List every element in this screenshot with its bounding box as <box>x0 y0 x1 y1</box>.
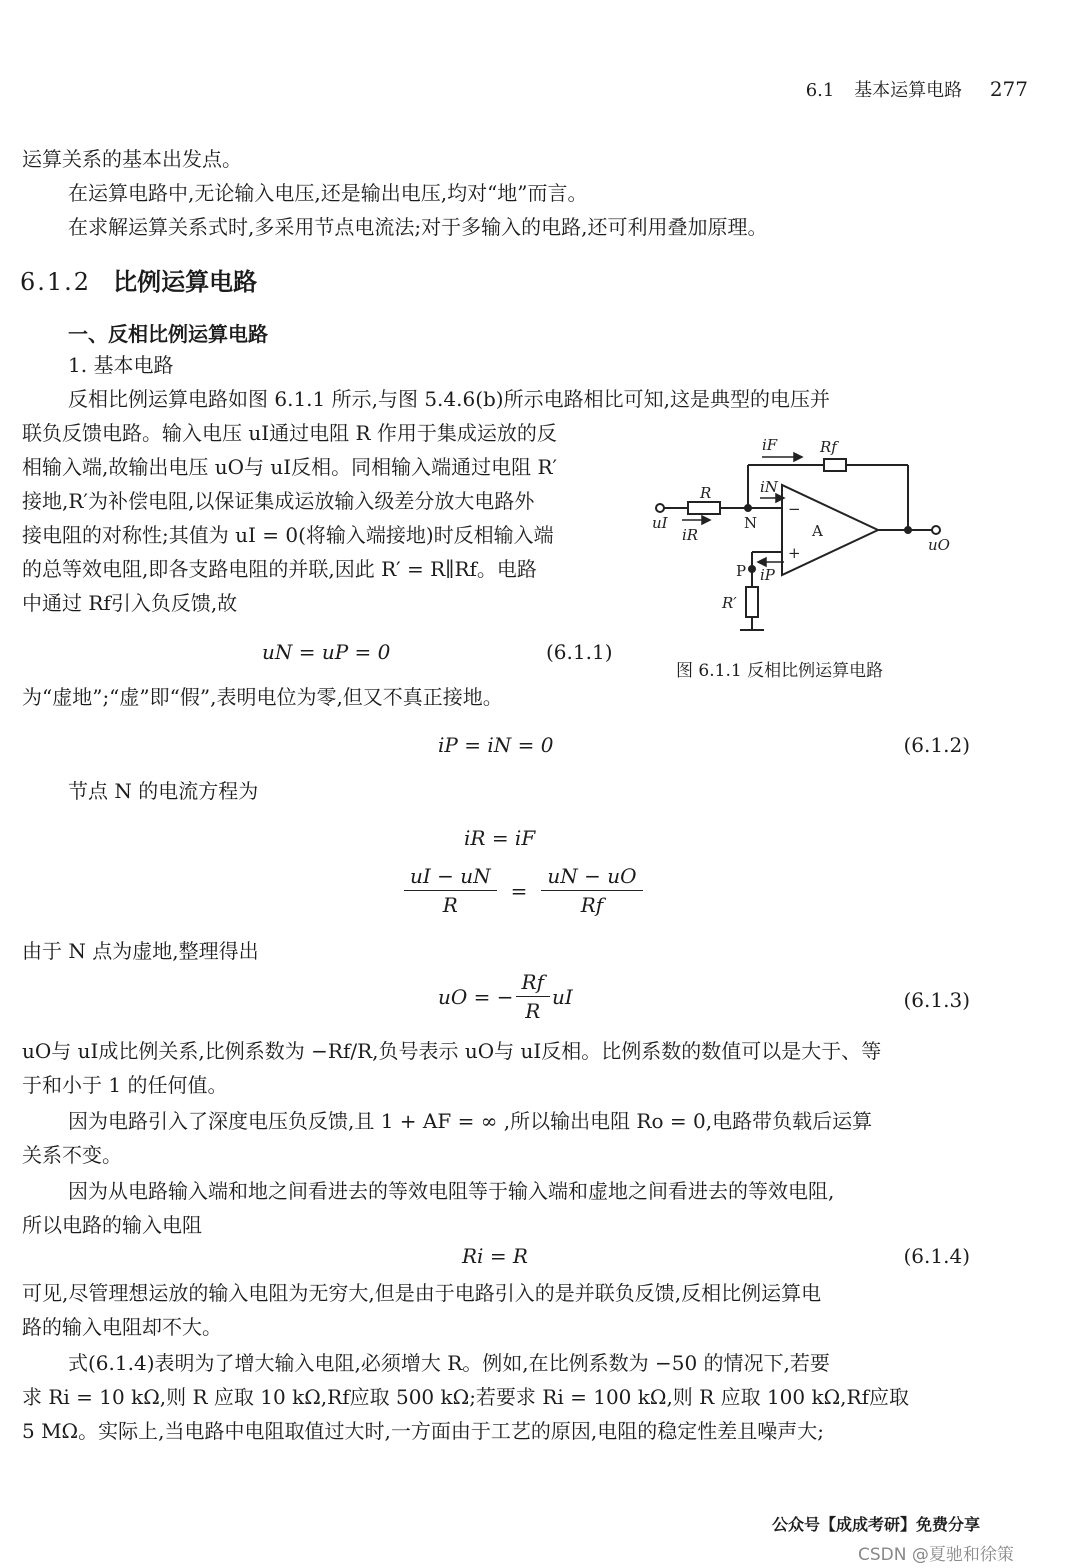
section-number: 6.1.2 <box>20 268 92 296</box>
eq3-numerator: Rf <box>516 970 550 997</box>
equation-6-1-2-number: (6.1.2) <box>903 733 970 757</box>
virtual-ground-text: 为“虚地”;“虚”即“假”,表明电位为零,但又不真正接地。 <box>22 685 503 709</box>
intro-line2: 联负反馈电路。输入电压 uI通过电阻 R 作用于集成运放的反 <box>22 421 557 445</box>
eq3-rhs: uI <box>551 984 573 1009</box>
equation-6-1-1: uN = uP = 0 <box>262 640 391 664</box>
resistor-r <box>688 502 720 514</box>
running-header <box>792 76 1028 102</box>
because-n-text: 由于 N 点为虚地,整理得出 <box>22 939 259 963</box>
input-res-line1: 因为从电路输入端和地之间看进去的等效电阻等于输入端和虚地之间看进去的等效电阻, <box>68 1179 835 1203</box>
subsub-heading: 1. 基本电路 <box>68 353 174 377</box>
label-N: N <box>744 514 758 532</box>
subsection-heading: 一、反相比例运算电路 <box>68 322 268 346</box>
resistor-r-prime <box>746 587 758 617</box>
ratio-line1: uO与 uI成比例关系,比例系数为 −Rf/R,负号表示 uO与 uI反相。比例系数的数值可以是大于、等 <box>22 1039 882 1063</box>
fraction-right <box>541 864 642 917</box>
input-res-line2: 所以电路的输入电阻 <box>22 1213 202 1237</box>
fraction-equals: = <box>510 878 528 903</box>
node-p <box>749 566 755 572</box>
section-heading <box>20 262 257 297</box>
csdn-watermark: CSDN @夏驰和徐策 <box>858 1545 1014 1565</box>
label-iF: iF <box>762 436 778 454</box>
label-minus: − <box>788 500 801 518</box>
equation-6-1-3-number: (6.1.3) <box>903 988 970 1012</box>
equation-6-1-3 <box>438 970 573 1023</box>
feedback-line2: 关系不变。 <box>22 1143 122 1167</box>
page-number: 277 <box>989 77 1028 101</box>
label-iP: iP <box>760 566 775 584</box>
intro-line1: 反相比例运算电路如图 6.1.1 所示,与图 5.4.6(b)所示电路相比可知,这是典型的电压并 <box>68 387 830 411</box>
label-R: R <box>700 484 712 502</box>
output-terminal <box>932 526 940 534</box>
equation-iR-iF: iR = iF <box>464 826 536 850</box>
equation-6-1-4-number: (6.1.4) <box>903 1244 970 1268</box>
intro-line3: 相输入端,故输出电压 uO与 uI反相。同相输入端通过电阻 R′ <box>22 455 558 479</box>
label-P: P <box>736 562 747 580</box>
fraction-left <box>404 864 497 917</box>
fraction-left-denominator: R <box>442 893 458 917</box>
label-iN: iN <box>760 478 778 496</box>
eq3-fraction <box>516 970 550 1023</box>
label-plus: + <box>788 544 801 562</box>
section-title: 比例运算电路 <box>113 267 258 296</box>
figure-inverting-amplifier <box>648 430 958 640</box>
label-uI: uI <box>652 514 668 532</box>
intro-line4: 接地,R′为补偿电阻,以保证集成运放输入级差分放大电路外 <box>22 489 535 513</box>
see-line1: 可见,尽管理想运放的输入电阻为无穷大,但是由于电路引入的是并联负反馈,反相比例运算电 <box>22 1281 822 1305</box>
last-line1: 式(6.1.4)表明为了增大输入电阻,必须增大 R。例如,在比例系数为 −50 的情况下,若要 <box>68 1351 830 1375</box>
fraction-right-denominator: Rf <box>580 893 604 917</box>
intro-line7: 中通过 Rf引入负反馈,故 <box>22 591 238 615</box>
para0-line1: 运算关系的基本出发点。 <box>22 147 242 171</box>
intro-line6: 的总等效电阻,即各支路电阻的并联,因此 R′ = R∥Rf。电路 <box>22 557 537 581</box>
last-line2: 求 Ri = 10 kΩ,则 R 应取 10 kΩ,Rf应取 500 kΩ;若要求 Ri = 100 kΩ,则 R 应取 100 kΩ,Rf应取 <box>22 1385 909 1409</box>
equation-6-1-2: iP = iN = 0 <box>438 733 554 757</box>
figure-caption: 图 6.1.1 反相比例运算电路 <box>676 661 884 681</box>
input-terminal <box>656 504 664 512</box>
header-section: 6.1 <box>805 80 835 101</box>
see-line2: 路的输入电阻却不大。 <box>22 1315 222 1339</box>
output-node <box>905 527 911 533</box>
eq3-denominator: R <box>525 999 541 1023</box>
fraction-right-numerator: uN − uO <box>541 864 642 891</box>
resistor-rf <box>824 459 846 471</box>
footer-note: 公众号【成成考研】免费分享 <box>772 1515 981 1534</box>
ratio-line2: 于和小于 1 的任何值。 <box>22 1073 228 1097</box>
label-iR: iR <box>682 526 699 544</box>
intro-line5: 接电阻的对称性;其值为 uI = 0(将输入端接地)时反相输入端 <box>22 523 554 547</box>
equation-6-1-1-number: (6.1.1) <box>546 640 613 664</box>
feedback-line1: 因为电路引入了深度电压负反馈,且 1 + AF = ∞ ,所以输出电阻 Ro = 0,电路带负载后运算 <box>68 1109 873 1133</box>
eq3-lhs: uO = − <box>438 984 514 1009</box>
label-uO: uO <box>928 536 950 554</box>
para0-line3: 在求解运算关系式时,多采用节点电流法;对于多输入的电路,还可利用叠加原理。 <box>68 215 768 239</box>
last-line3: 5 MΩ。实际上,当电路中电阻取值过大时,一方面由于工艺的原因,电阻的稳定性差且噪声大; <box>22 1419 824 1443</box>
node-equation-intro: 节点 N 的电流方程为 <box>68 779 259 803</box>
equation-6-1-4: Ri = R <box>462 1244 528 1268</box>
para0-line2: 在运算电路中,无论输入电压,还是输出电压,均对“地”而言。 <box>68 181 588 205</box>
header-title: 基本运算电路 <box>854 80 963 101</box>
label-A: A <box>812 522 823 540</box>
label-Rf: Rf <box>820 438 837 456</box>
equation-fraction <box>404 864 643 917</box>
fraction-left-numerator: uI − uN <box>404 864 497 891</box>
label-R-prime: R′ <box>722 594 737 612</box>
